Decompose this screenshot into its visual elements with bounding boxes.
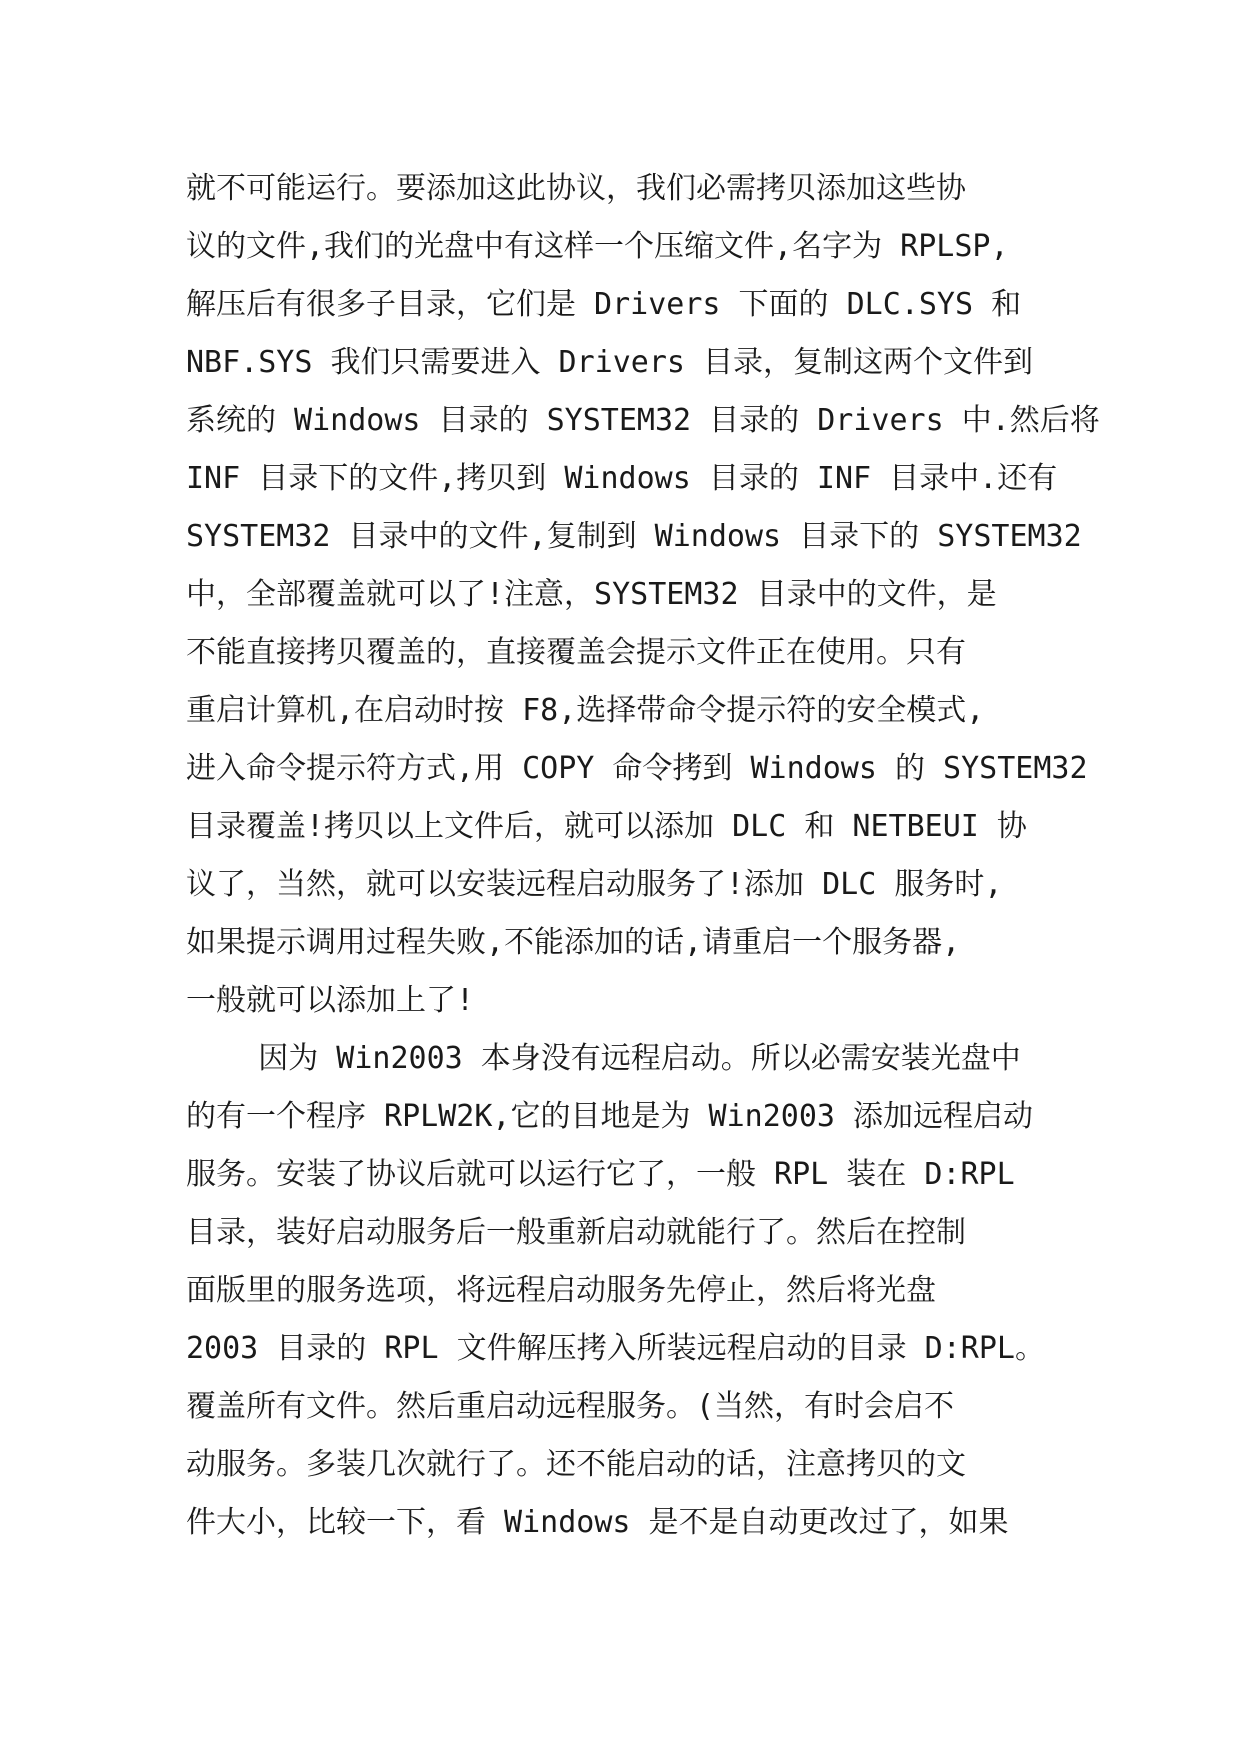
text-line: NBF.SYS 我们只需要进入 Drivers 目录，复制这两个文件到 bbox=[186, 345, 1034, 380]
text-line: 解压后有很多子目录，它们是 Drivers 下面的 DLC.SYS 和 bbox=[186, 287, 1022, 322]
text-line: 面版里的服务选项，将远程启动服务先停止，然后将光盘 bbox=[186, 1273, 936, 1308]
text-line: 2003 目录的 RPL 文件解压拷入所装远程启动的目录 D:RPL。 bbox=[186, 1331, 1045, 1366]
text-line: 一般就可以添加上了! bbox=[186, 983, 475, 1018]
text-line: 目录，装好启动服务后一般重新启动就能行了。然后在控制 bbox=[186, 1215, 966, 1250]
text-line: 议了，当然，就可以安装远程启动服务了!添加 DLC 服务时, bbox=[186, 867, 1003, 902]
text-line: 如果提示调用过程失败,不能添加的话,请重启一个服务器, bbox=[186, 925, 961, 960]
text-line: 覆盖所有文件。然后重启动远程服务。(当然，有时会启不 bbox=[186, 1389, 955, 1424]
text-line: 目录覆盖!拷贝以上文件后，就可以添加 DLC 和 NETBEUI 协 bbox=[186, 809, 1027, 844]
text-line: 进入命令提示符方式,用 COPY 命令拷到 Windows 的 SYSTEM32 bbox=[186, 751, 1088, 786]
text-line: SYSTEM32 目录中的文件,复制到 Windows 目录下的 SYSTEM32 bbox=[186, 519, 1082, 554]
text-line: 议的文件,我们的光盘中有这样一个压缩文件,名字为 RPLSP, bbox=[186, 229, 1009, 264]
text-line: 因为 Win2003 本身没有远程启动。所以必需安装光盘中 bbox=[186, 1041, 1021, 1076]
text-line: INF 目录下的文件,拷贝到 Windows 目录的 INF 目录中.还有 bbox=[186, 461, 1058, 496]
text-line: 重启计算机,在启动时按 F8,选择带命令提示符的安全模式, bbox=[186, 693, 985, 728]
text-line: 系统的 Windows 目录的 SYSTEM32 目录的 Drivers 中.然后将 bbox=[186, 403, 1100, 438]
text-line: 的有一个程序 RPLW2K,它的目地是为 Win2003 添加远程启动 bbox=[186, 1099, 1034, 1134]
text-line: 就不可能运行。要添加这此协议，我们必需拷贝添加这些协 bbox=[186, 171, 966, 206]
text-line: 动服务。多装几次就行了。还不能启动的话，注意拷贝的文 bbox=[186, 1447, 966, 1482]
text-line: 不能直接拷贝覆盖的，直接覆盖会提示文件正在使用。只有 bbox=[186, 635, 966, 670]
text-line: 服务。安装了协议后就可以运行它了，一般 RPL 装在 D:RPL bbox=[186, 1157, 1015, 1192]
body-text bbox=[186, 160, 1100, 1552]
text-line: 中，全部覆盖就可以了!注意，SYSTEM32 目录中的文件，是 bbox=[186, 577, 997, 612]
text-line: 件大小，比较一下，看 Windows 是不是自动更改过了，如果 bbox=[186, 1505, 1009, 1540]
